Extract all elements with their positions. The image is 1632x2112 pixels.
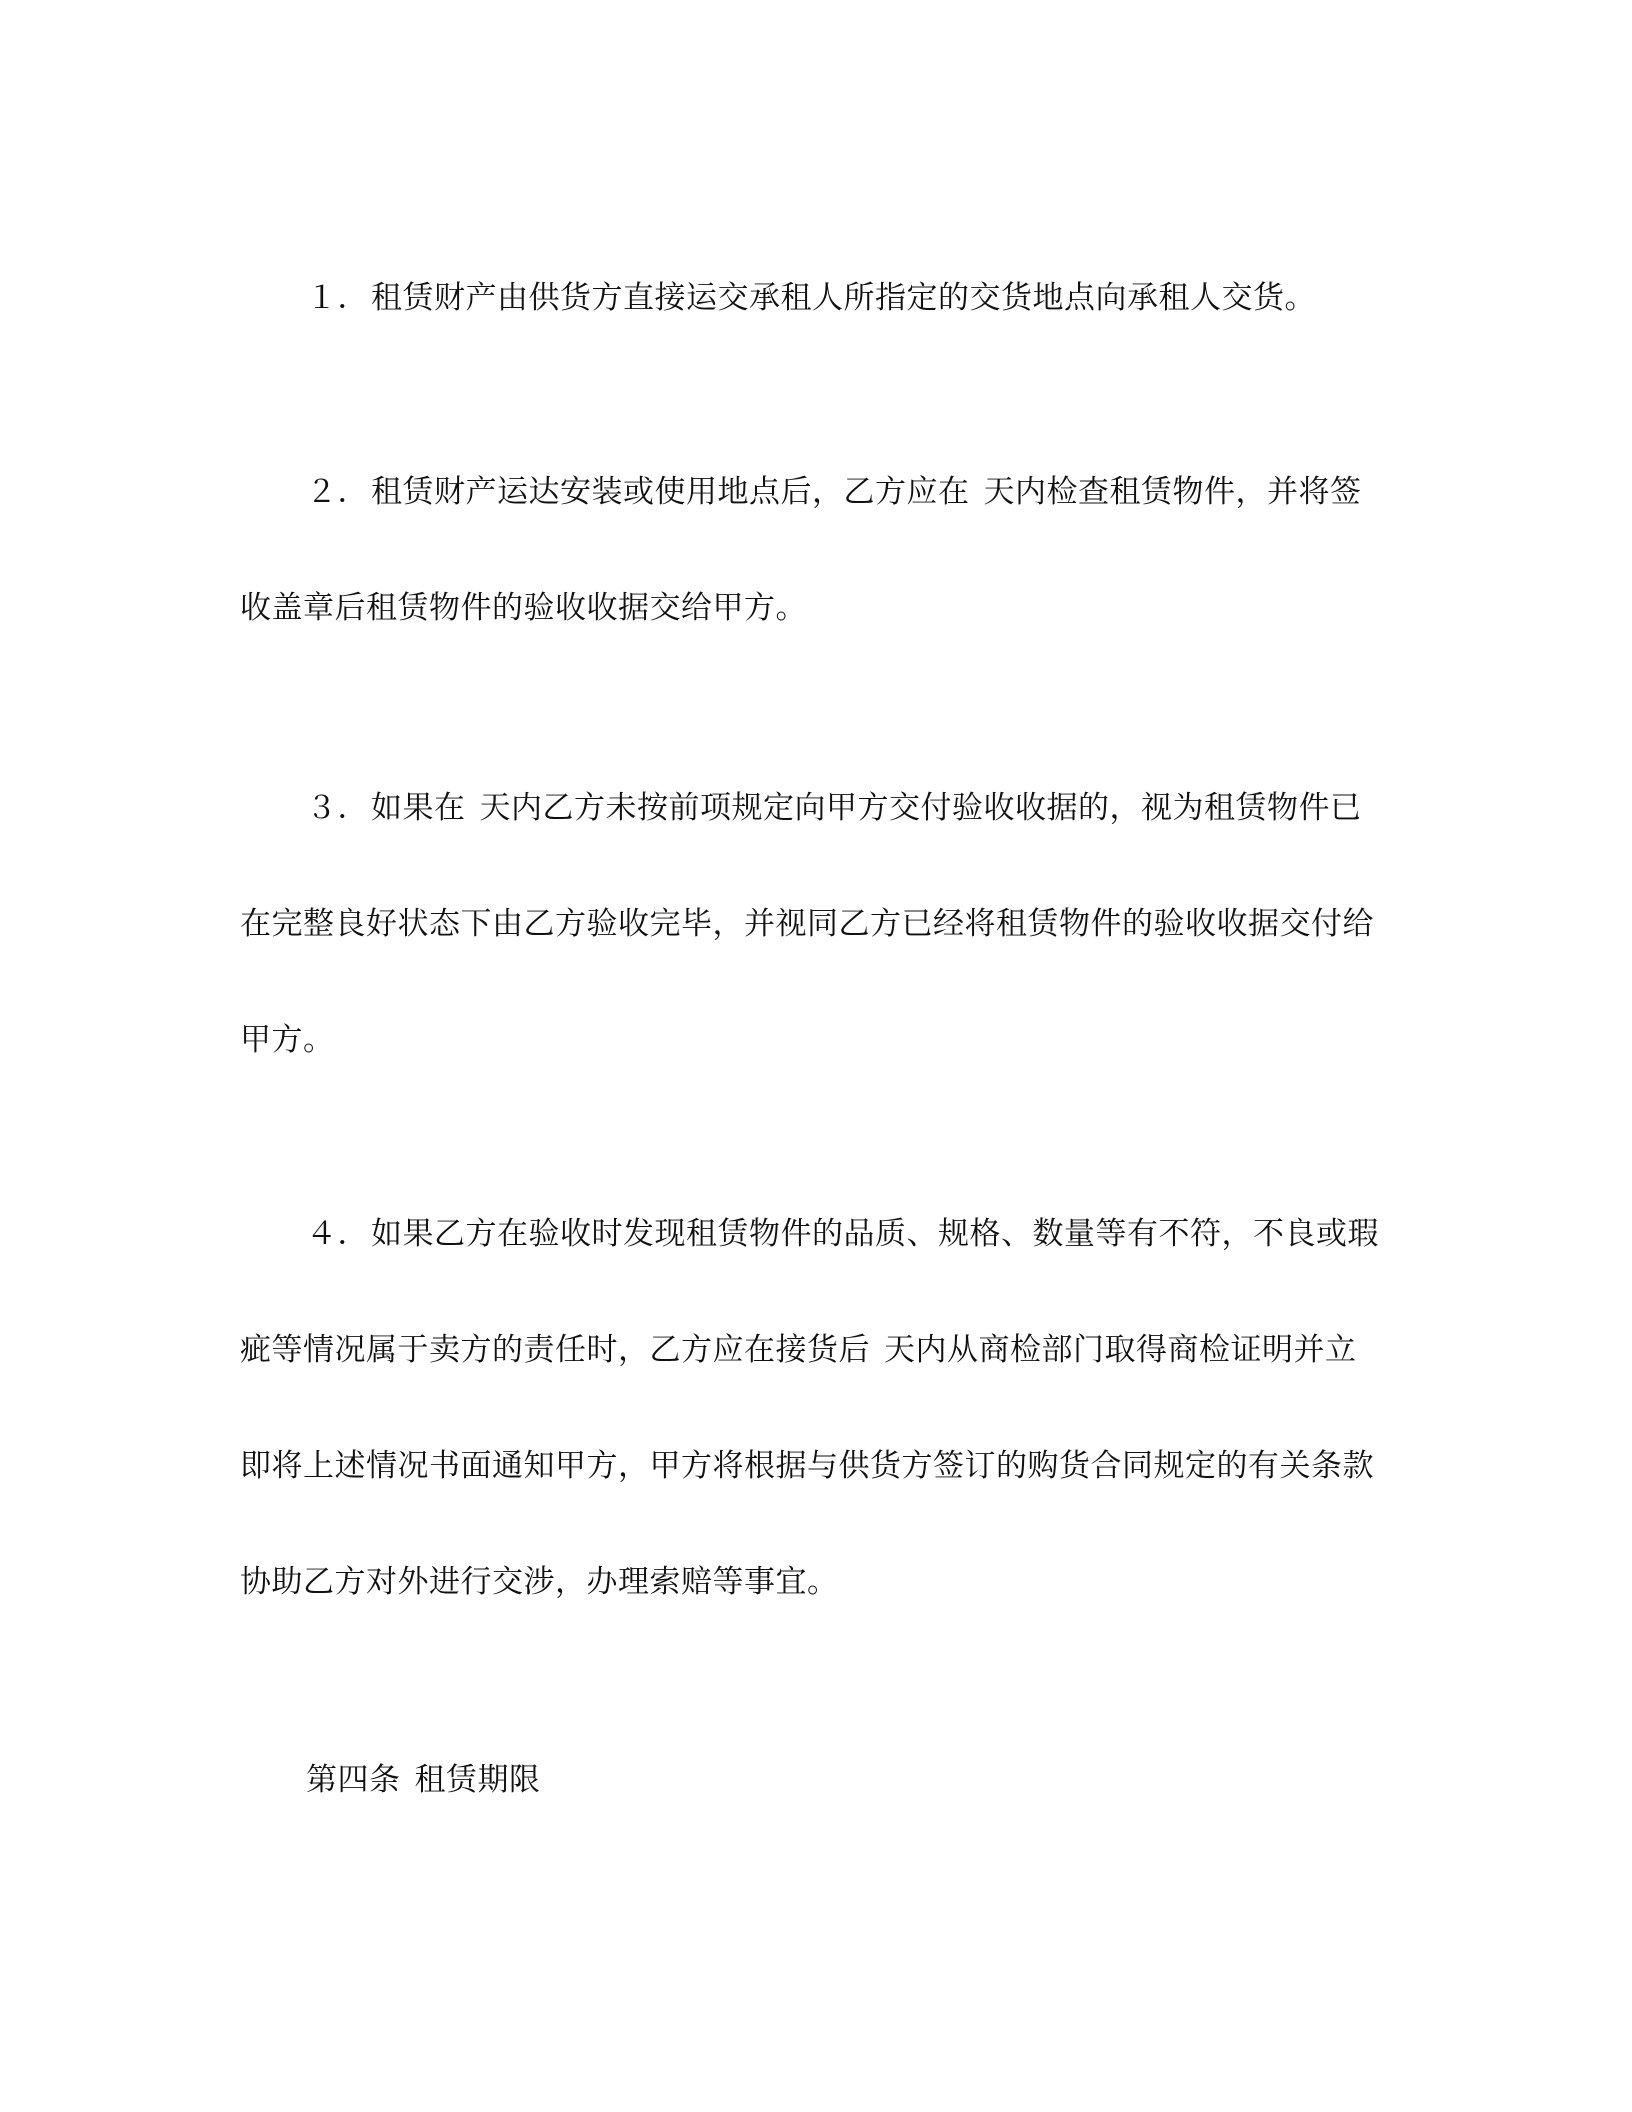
clause-4-text-a: 如果乙方在验收时发现租赁物件的品质、规格、数量等有不符，不良或瑕	[371, 1216, 1379, 1252]
clause-3-line-3: 甲方。	[240, 1022, 335, 1058]
clause-1-line-1	[306, 278, 1316, 318]
clause-4-text-b: 疵等情况属于卖方的责任时，乙方应在接货后	[240, 1332, 870, 1368]
clause-1-text: 租赁财产由供货方直接运交承租人所指定的交货地点向承租人交货。	[371, 280, 1316, 316]
clause-2-text-b: 天内检查租赁物件，并将签	[983, 474, 1362, 510]
clause-4-line-1	[306, 1214, 1379, 1254]
clause-2-line-2: 收盖章后租赁物件的验收收据交给甲方。	[240, 590, 807, 626]
clause-4-line-3: 即将上述情况书面通知甲方，甲方将根据与供货方签订的购货合同规定的有关条款	[240, 1448, 1374, 1484]
clause-2-line-1	[306, 472, 1362, 512]
clause-1-number: １．	[306, 280, 369, 316]
clause-3-line-1	[306, 788, 1362, 828]
section-heading-number: 第四条	[306, 1762, 401, 1798]
clause-4-text-c: 天内从商检部门取得商检证明并立	[884, 1332, 1357, 1368]
section-heading	[306, 1760, 541, 1800]
clause-3-line-2: 在完整良好状态下由乙方验收完毕，并视同乙方已经将租赁物件的验收收据交付给	[240, 906, 1374, 942]
clause-2-text-a: 租赁财产运达安装或使用地点后，乙方应在	[371, 474, 970, 510]
clause-3-text-b: 天内乙方未按前项规定向甲方交付验收收据的，视为租赁物件已	[479, 790, 1362, 826]
clause-4-line-4: 协助乙方对外进行交涉，办理索赔等事宜。	[240, 1564, 839, 1600]
section-heading-title: 租赁期限	[414, 1762, 541, 1798]
clause-4-line-2	[240, 1330, 1357, 1370]
clause-3-text-a: 如果在	[371, 790, 466, 826]
clause-2-number: ２．	[306, 474, 369, 510]
clause-4-number: ４．	[306, 1216, 369, 1252]
clause-3-number: ３．	[306, 790, 369, 826]
